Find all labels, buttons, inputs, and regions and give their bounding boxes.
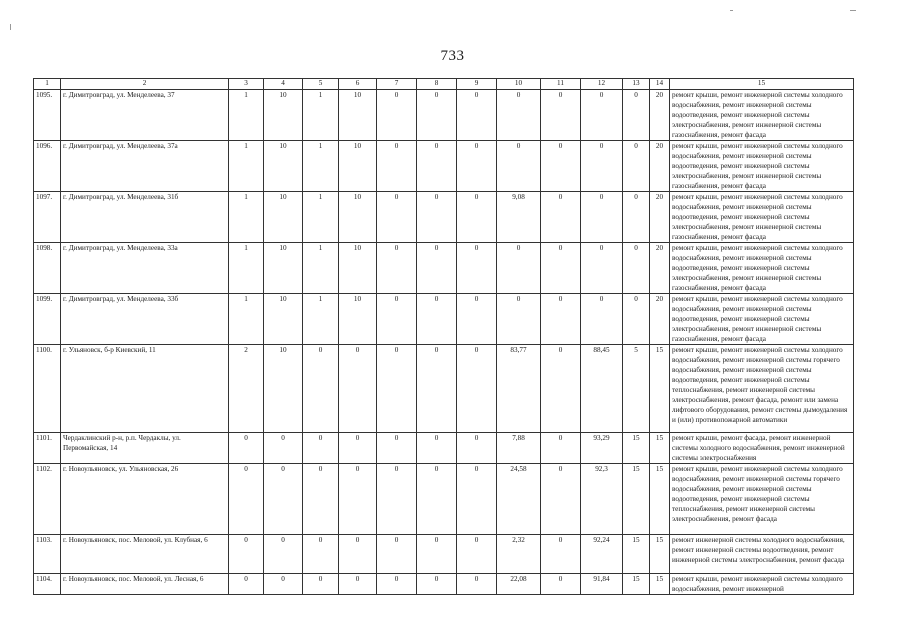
value-cell: 92,3	[581, 464, 623, 535]
value-cell: 0	[541, 535, 581, 574]
value-cell: 0	[497, 294, 541, 345]
value-cell: 0	[623, 243, 650, 294]
header-row	[34, 79, 854, 90]
value-cell: 0	[623, 141, 650, 192]
works-cell: ремонт крыши, ремонт инженерной системы холодного водоснабжения, ремонт инженерной системы водоотведения, ремонт инженерной системы электроснабжения, ремонт инженерной системы газоснабжения, ремонт фасада	[670, 192, 854, 243]
value-cell: 0	[457, 243, 497, 294]
value-cell: 0	[417, 294, 457, 345]
row-number: 1097.	[34, 192, 61, 243]
value-cell: 1	[229, 141, 264, 192]
value-cell: 15	[650, 345, 670, 433]
table-row	[34, 141, 854, 192]
value-cell: 1	[229, 90, 264, 141]
table-row	[34, 535, 854, 574]
address-cell: г. Димитровград, ул. Менделеева, 33б	[61, 294, 229, 345]
header-cell: 10	[497, 79, 541, 90]
address-cell: г. Димитровград, ул. Менделеева, 37а	[61, 141, 229, 192]
header-cell: 4	[264, 79, 303, 90]
header-cell: 1	[34, 79, 61, 90]
value-cell: 0	[623, 90, 650, 141]
value-cell: 0	[303, 433, 339, 464]
value-cell: 0	[339, 433, 377, 464]
value-cell: 20	[650, 294, 670, 345]
value-cell: 93,29	[581, 433, 623, 464]
value-cell: 0	[541, 90, 581, 141]
value-cell: 0	[417, 90, 457, 141]
value-cell: 0	[377, 90, 417, 141]
value-cell: 91,84	[581, 574, 623, 595]
table-row	[34, 192, 854, 243]
value-cell: 0	[417, 243, 457, 294]
value-cell: 92,24	[581, 535, 623, 574]
value-cell: 0	[457, 433, 497, 464]
value-cell: 0	[581, 243, 623, 294]
repair-program-table	[33, 78, 854, 595]
address-cell: г. Новоульяновск, пос. Меловой, ул. Клубная, 6	[61, 535, 229, 574]
value-cell: 0	[377, 294, 417, 345]
value-cell: 0	[417, 464, 457, 535]
row-number: 1096.	[34, 141, 61, 192]
value-cell: 1	[303, 243, 339, 294]
value-cell: 5	[623, 345, 650, 433]
value-cell: 15	[650, 535, 670, 574]
value-cell: 0	[264, 464, 303, 535]
row-number: 1099.	[34, 294, 61, 345]
works-cell: ремонт крыши, ремонт инженерной системы холодного водоснабжения, ремонт инженерной	[670, 574, 854, 595]
value-cell: 0	[264, 433, 303, 464]
value-cell: 0	[377, 433, 417, 464]
value-cell: 1	[229, 294, 264, 345]
value-cell: 0	[623, 192, 650, 243]
value-cell: 9,08	[497, 192, 541, 243]
works-cell: ремонт крыши, ремонт фасада, ремонт инженерной системы холодного водоснабжения, ремонт инженерной системы электроснабжения	[670, 433, 854, 464]
row-number: 1095.	[34, 90, 61, 141]
address-cell: г. Новоульяновск, пос. Меловой, ул. Лесная, 6	[61, 574, 229, 595]
value-cell: 15	[623, 433, 650, 464]
value-cell: 0	[497, 243, 541, 294]
value-cell: 0	[377, 345, 417, 433]
row-number: 1098.	[34, 243, 61, 294]
value-cell: 0	[303, 464, 339, 535]
header-cell: 13	[623, 79, 650, 90]
value-cell: 10	[339, 294, 377, 345]
value-cell: 83,77	[497, 345, 541, 433]
value-cell: 0	[541, 464, 581, 535]
value-cell: 0	[377, 243, 417, 294]
value-cell: 0	[377, 464, 417, 535]
value-cell: 0	[541, 192, 581, 243]
value-cell: 0	[417, 345, 457, 433]
value-cell: 20	[650, 90, 670, 141]
value-cell: 0	[623, 294, 650, 345]
value-cell: 0	[581, 90, 623, 141]
value-cell: 1	[229, 243, 264, 294]
value-cell: 2,32	[497, 535, 541, 574]
value-cell: 0	[457, 574, 497, 595]
header-cell: 15	[670, 79, 854, 90]
value-cell: 1	[303, 141, 339, 192]
value-cell: 0	[417, 574, 457, 595]
value-cell: 0	[581, 141, 623, 192]
value-cell: 20	[650, 192, 670, 243]
value-cell: 0	[339, 535, 377, 574]
value-cell: 0	[497, 141, 541, 192]
value-cell: 10	[264, 141, 303, 192]
header-cell: 7	[377, 79, 417, 90]
header-cell: 9	[457, 79, 497, 90]
value-cell: 22,08	[497, 574, 541, 595]
row-number: 1102.	[34, 464, 61, 535]
header-cell: 5	[303, 79, 339, 90]
value-cell: 0	[541, 243, 581, 294]
header-cell: 3	[229, 79, 264, 90]
page-number: 733	[440, 48, 465, 64]
address-cell: г. Димитровград, ул. Менделеева, 33а	[61, 243, 229, 294]
header-cell: 2	[61, 79, 229, 90]
address-cell: г. Димитровград, ул. Менделеева, 31б	[61, 192, 229, 243]
value-cell: 0	[541, 433, 581, 464]
value-cell: 0	[541, 141, 581, 192]
value-cell: 0	[377, 574, 417, 595]
value-cell: 20	[650, 243, 670, 294]
scan-artifact	[730, 10, 733, 11]
value-cell: 0	[541, 574, 581, 595]
value-cell: 0	[377, 192, 417, 243]
value-cell: 2	[229, 345, 264, 433]
value-cell: 0	[339, 345, 377, 433]
value-cell: 10	[264, 243, 303, 294]
table-row	[34, 294, 854, 345]
scan-artifact	[850, 10, 856, 11]
value-cell: 10	[264, 90, 303, 141]
works-cell: ремонт крыши, ремонт инженерной системы холодного водоснабжения, ремонт инженерной системы горячего водоснабжения, ремонт инженерной системы водоотведения, ремонт инженерной системы теплоснабжения, ремонт инженерной системы электроснабжения, ремонт фасада	[670, 464, 854, 535]
value-cell: 10	[339, 243, 377, 294]
address-cell: г. Ульяновск, б-р Киевский, 11	[61, 345, 229, 433]
value-cell: 0	[457, 90, 497, 141]
value-cell: 0	[581, 192, 623, 243]
value-cell: 0	[457, 464, 497, 535]
value-cell: 24,58	[497, 464, 541, 535]
value-cell: 0	[229, 464, 264, 535]
header-cell: 12	[581, 79, 623, 90]
value-cell: 0	[339, 574, 377, 595]
value-cell: 15	[650, 574, 670, 595]
value-cell: 1	[303, 294, 339, 345]
value-cell: 1	[303, 90, 339, 141]
row-number: 1101.	[34, 433, 61, 464]
header-cell: 6	[339, 79, 377, 90]
value-cell: 88,45	[581, 345, 623, 433]
value-cell: 20	[650, 141, 670, 192]
row-number: 1104.	[34, 574, 61, 595]
row-number: 1103.	[34, 535, 61, 574]
header-cell: 11	[541, 79, 581, 90]
value-cell: 0	[457, 294, 497, 345]
value-cell: 0	[264, 574, 303, 595]
value-cell: 0	[457, 345, 497, 433]
value-cell: 0	[303, 345, 339, 433]
works-cell: ремонт крыши, ремонт инженерной системы холодного водоснабжения, ремонт инженерной системы водоотведения, ремонт инженерной системы электроснабжения, ремонт инженерной системы газоснабжения, ремонт фасада	[670, 90, 854, 141]
value-cell: 15	[650, 433, 670, 464]
value-cell: 1	[229, 192, 264, 243]
value-cell: 0	[339, 464, 377, 535]
value-cell: 10	[264, 294, 303, 345]
value-cell: 0	[377, 141, 417, 192]
value-cell: 0	[457, 141, 497, 192]
works-cell: ремонт инженерной системы холодного водоснабжения, ремонт инженерной системы водоотведения, ремонт инженерной системы электроснабжения, ремонт фасада	[670, 535, 854, 574]
value-cell: 15	[623, 464, 650, 535]
value-cell: 1	[303, 192, 339, 243]
value-cell: 0	[457, 192, 497, 243]
value-cell: 10	[339, 141, 377, 192]
table-row	[34, 433, 854, 464]
value-cell: 7,88	[497, 433, 541, 464]
value-cell: 0	[417, 535, 457, 574]
table-row	[34, 243, 854, 294]
works-cell: ремонт крыши, ремонт инженерной системы холодного водоснабжения, ремонт инженерной системы горячего водоснабжения, ремонт инженерной системы водоотведения, ремонт инженерной системы теплоснабжения, ремонт инженерной системы электроснабжения, ремонт фасада, ремонт или замена лифтового оборудования, ремонт системы дымоудаления и (или) противопожарной автоматики	[670, 345, 854, 433]
value-cell: 0	[581, 294, 623, 345]
table-row	[34, 464, 854, 535]
table-row	[34, 90, 854, 141]
value-cell: 0	[229, 433, 264, 464]
address-cell: г. Новоульяновск, ул. Ульяновская, 26	[61, 464, 229, 535]
value-cell: 10	[339, 192, 377, 243]
table-row	[34, 345, 854, 433]
value-cell: 10	[339, 90, 377, 141]
value-cell: 0	[417, 141, 457, 192]
value-cell: 0	[417, 433, 457, 464]
value-cell: 0	[264, 535, 303, 574]
value-cell: 0	[377, 535, 417, 574]
value-cell: 0	[541, 294, 581, 345]
value-cell: 0	[541, 345, 581, 433]
works-cell: ремонт крыши, ремонт инженерной системы холодного водоснабжения, ремонт инженерной системы водоотведения, ремонт инженерной системы электроснабжения, ремонт инженерной системы газоснабжения, ремонт фасада	[670, 294, 854, 345]
value-cell: 0	[303, 574, 339, 595]
value-cell: 15	[623, 574, 650, 595]
address-cell: Чердаклинский р-н, р.п. Чердаклы, ул. Первомайская, 14	[61, 433, 229, 464]
value-cell: 0	[417, 192, 457, 243]
header-cell: 14	[650, 79, 670, 90]
value-cell: 10	[264, 345, 303, 433]
works-cell: ремонт крыши, ремонт инженерной системы холодного водоснабжения, ремонт инженерной системы водоотведения, ремонт инженерной системы электроснабжения, ремонт инженерной системы газоснабжения, ремонт фасада	[670, 141, 854, 192]
row-number: 1100.	[34, 345, 61, 433]
value-cell: 10	[264, 192, 303, 243]
value-cell: 0	[229, 574, 264, 595]
table-row	[34, 574, 854, 595]
scan-artifact	[10, 24, 11, 30]
value-cell: 15	[650, 464, 670, 535]
value-cell: 0	[229, 535, 264, 574]
header-cell: 8	[417, 79, 457, 90]
value-cell: 15	[623, 535, 650, 574]
value-cell: 0	[497, 90, 541, 141]
works-cell: ремонт крыши, ремонт инженерной системы холодного водоснабжения, ремонт инженерной системы водоотведения, ремонт инженерной системы электроснабжения, ремонт инженерной системы газоснабжения, ремонт фасада	[670, 243, 854, 294]
address-cell: г. Димитровград, ул. Менделеева, 37	[61, 90, 229, 141]
value-cell: 0	[457, 535, 497, 574]
value-cell: 0	[303, 535, 339, 574]
